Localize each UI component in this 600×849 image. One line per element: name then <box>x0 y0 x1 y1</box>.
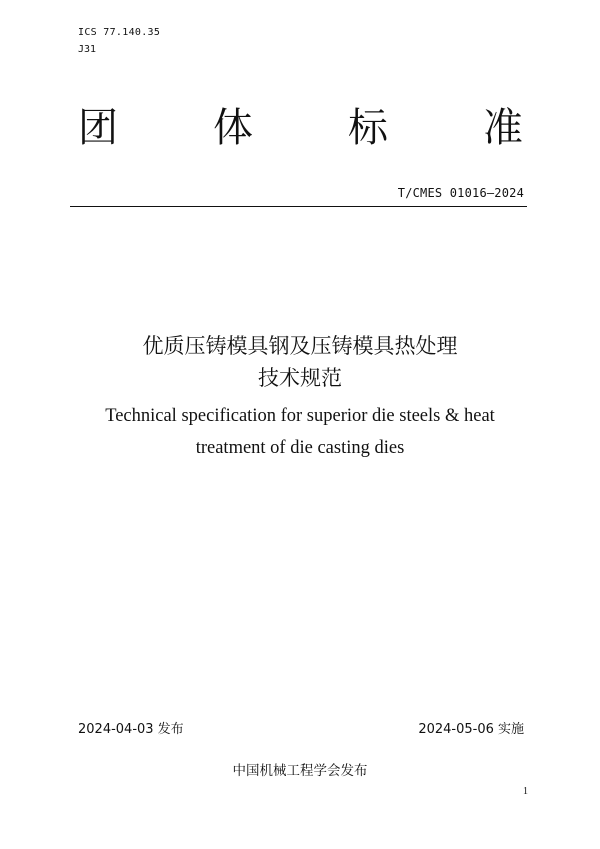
title-cn-line-2: 技术规范 <box>258 366 342 390</box>
title-cn-line-1: 优质压铸模具钢及压铸模具热处理 <box>142 334 458 358</box>
title-block <box>0 330 600 464</box>
header-divider <box>70 206 527 207</box>
standard-type-heading <box>78 100 523 156</box>
title-en-line-2: treatment of die casting dies <box>195 438 405 458</box>
ccs-code: J31 <box>78 44 97 55</box>
publisher: 中国机械工程学会发布 <box>232 763 368 779</box>
issue-date: 2024-04-03 发布 <box>78 722 184 737</box>
standard-type-char-1: 团 <box>78 105 118 151</box>
implementation-date: 2024-05-06 实施 <box>418 722 524 737</box>
title-en-line-1: Technical specification for superior die steels & heat <box>105 406 495 426</box>
standard-number: T/CMES 01016—2024 <box>397 186 524 200</box>
page-number: 1 <box>523 786 528 797</box>
standard-type-char-4: 准 <box>483 105 523 151</box>
ics-code: ICS 77.140.35 <box>78 27 161 38</box>
standard-type-char-2: 体 <box>213 105 253 151</box>
standard-type-char-3: 标 <box>348 105 388 151</box>
